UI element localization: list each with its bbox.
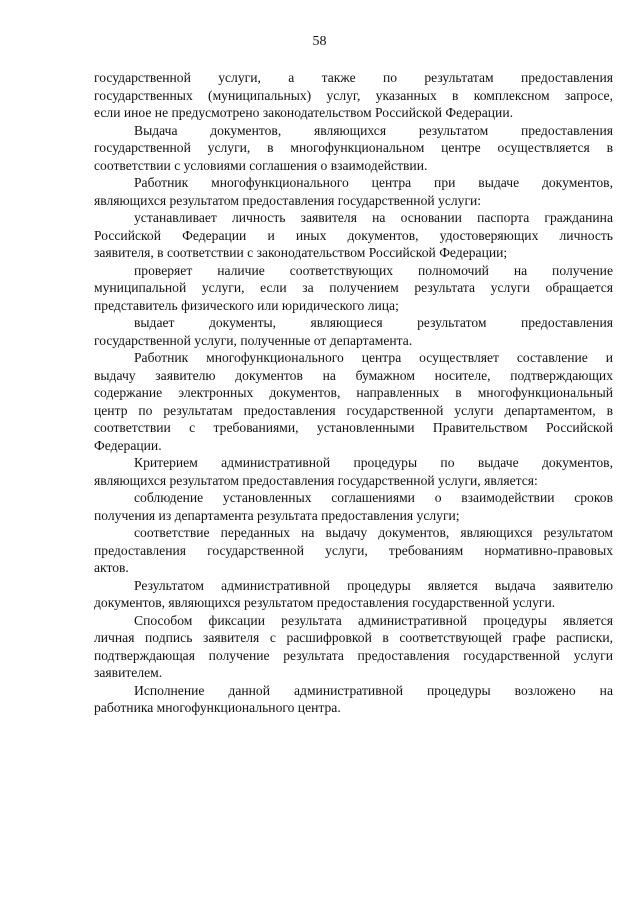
paragraph-line: государственной услуги, в многофункциональном центре осуществляется в <box>94 140 613 155</box>
paragraph-line: центр по результатам предоставления государственной услуги департаментом, в <box>94 402 613 418</box>
paragraph-line: государственной услуги, полученные от департамента. <box>94 332 413 348</box>
paragraph-line: Критерием административной процедуры по выдаче документов, <box>134 455 613 470</box>
paragraph-line: муниципальной услуги, если за получением результата услуги обращается <box>94 280 613 295</box>
paragraph-line: заявителя, в соответствии с законодательством Российской Федерации; <box>94 245 508 260</box>
paragraph-line: устанавливает личность заявителя на основании паспорта гражданина <box>134 210 613 225</box>
page-number: 58 <box>312 34 327 49</box>
paragraph-line: Исполнение данной административной процедуры возложено на <box>134 682 613 698</box>
paragraph-line: являющихся результатом предоставления государственной услуги, является: <box>94 472 538 488</box>
paragraph-line: государственных (муниципальных) услуг, указанных в комплексном запросе, <box>94 87 613 103</box>
paragraph-line: работника многофункционального центра. <box>94 700 341 715</box>
paragraph-line: актов. <box>94 560 129 575</box>
paragraph-line: проверяет наличие соответствующих полномочий на получение <box>134 262 613 278</box>
paragraph-line: выдачу заявителю документов на бумажном носителе, подтверждающих <box>94 367 613 383</box>
paragraph-line: Федерации. <box>94 437 162 453</box>
paragraph-line: соблюдение установленных соглашениями о взаимодействии сроков <box>134 490 613 505</box>
paragraph-line: предоставления государственной услуги, требованиям нормативно-правовых <box>94 542 613 558</box>
paragraph-line: получения из департамента результата предоставления услуги; <box>94 507 460 523</box>
paragraph-line: подтверждающая получение результата предоставления государственной услуги <box>94 647 613 663</box>
paragraph-line: Российской Федерации и иных документов, удостоверяющих личность <box>94 227 613 243</box>
paragraph-line: документов, являющихся результатом предоставления государственной услуги. <box>94 595 556 610</box>
paragraph-line: являющихся результатом предоставления государственной услуги: <box>94 192 482 208</box>
paragraph-line: если иное не предусмотрено законодательством Российской Федерации. <box>94 105 513 120</box>
paragraph-line: государственной услуги, а также по результатам предоставления <box>94 70 613 85</box>
paragraph-line: соответствие переданных на выдачу документов, являющихся результатом <box>134 525 613 540</box>
paragraph-line: соответствии с требованиями, установленными Правительством Российской <box>94 420 613 435</box>
paragraph-line: личная подпись заявителя с расшифровкой в соответствующей графе расписки, <box>94 630 613 645</box>
paragraph-line: заявителем. <box>94 665 163 680</box>
paragraph-line: Способом фиксации результата административной процедуры является <box>134 612 613 628</box>
paragraph-line: Результатом административной процедуры является выдача заявителю <box>134 577 613 593</box>
paragraph-line: Работник многофункционального центра при выдаче документов, <box>134 175 613 190</box>
document-body <box>94 69 613 717</box>
paragraph-line: Работник многофункционального центра осуществляет составление и <box>134 350 613 365</box>
paragraph-line: соответствии с условиями соглашения о взаимодействии. <box>94 157 428 173</box>
paragraph-line: содержание электронных документов, направленных в многофункциональный <box>94 385 613 400</box>
paragraph-line: представитель физического или юридического лица; <box>94 297 399 313</box>
paragraph-line: Выдача документов, являющихся результатом предоставления <box>134 122 613 138</box>
paragraph-line: выдает документы, являющиеся результатом предоставления <box>134 315 613 330</box>
